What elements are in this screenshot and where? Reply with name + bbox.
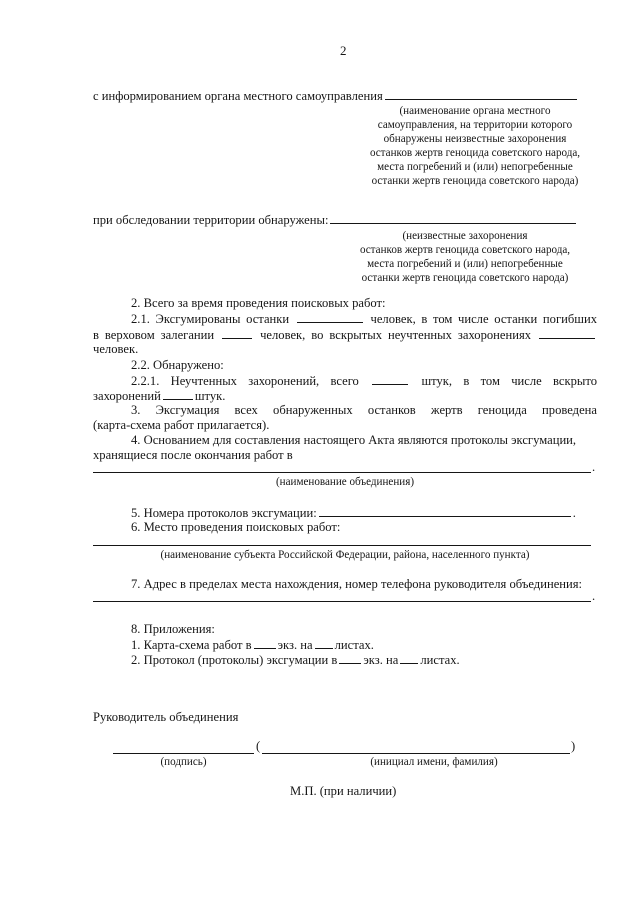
intro-blank[interactable] — [385, 88, 577, 100]
item-8-heading: 8. Приложения: — [131, 622, 215, 636]
item-8-b: 2. Протокол (протоколы) эксгумации в экз. на листах. — [131, 653, 460, 667]
survey-blank[interactable] — [330, 212, 576, 224]
item-3-line2: (карта-схема работ прилагается). — [93, 418, 270, 432]
item-3-line1: 3. Эксгумация всех обнаруженных останков жертв геноцида проведена — [131, 403, 597, 417]
intro-text: с информированием органа местного самоуправления — [93, 89, 383, 103]
survey-caption-line: останков жертв геноцида советского народа, — [359, 244, 571, 256]
intro-caption-line: (наименование органа местного — [399, 105, 551, 117]
protocol-copies-blank[interactable] — [339, 652, 361, 664]
survey-line — [93, 212, 578, 228]
item-5-line: 5. Номера протоколов эксгумации: . — [131, 506, 576, 520]
item-2-1-line3: человек. — [93, 342, 139, 356]
name-caption: (инициал имени, фамилия) — [370, 756, 498, 768]
stamp-note: М.П. (при наличии) — [290, 784, 397, 798]
item-8-a: 1. Карта-схема работ в экз. на листах. — [131, 638, 374, 652]
page-number: 2 — [340, 43, 347, 58]
intro-line — [93, 88, 579, 104]
intro-caption-line: самоуправления, на территории которого — [377, 119, 573, 131]
item-7-dot: . — [592, 589, 596, 603]
item-2-2-1-line2: захоронений штук. — [93, 389, 226, 403]
item-4-line1: 4. Основанием для составления настоящего Акта являются протоколы эксгумации, — [131, 433, 577, 447]
item-4-line2: хранящиеся после окончания работ в — [93, 448, 293, 462]
item-4-caption: (наименование объединения) — [275, 476, 415, 488]
item-2-1-line1: 2.1. Эксгумированы останки человек, в том числе останки погибших — [131, 312, 597, 326]
map-copies-blank[interactable] — [254, 637, 276, 649]
item-4-dot: . — [592, 460, 596, 474]
signature-title: Руководитель объединения — [93, 710, 239, 724]
survey-caption-line: места погребений и (или) непогребенные — [367, 258, 563, 270]
item-6-line: 6. Место проведения поисковых работ: — [131, 520, 341, 534]
signature-close-paren: ) — [571, 739, 576, 753]
intro-caption-line: обнаружены неизвестные захоронения — [383, 133, 567, 145]
signature-open-paren: ( — [256, 739, 261, 753]
item-2-2: 2.2. Обнаружено: — [131, 358, 224, 372]
item-2-2-1-line1: 2.2.1. Неучтенных захоронений, всего штук, в том числе вскрыто — [131, 374, 598, 388]
intro-caption-line: останков жертв геноцида советского народа, — [369, 147, 581, 159]
graves-count-blank[interactable] — [539, 327, 595, 339]
survey-caption-line: (неизвестные захоронения — [402, 230, 528, 242]
survey-text: при обследовании территории обнаружены: — [93, 213, 329, 227]
item-7-line: 7. Адрес в пределах места нахождения, номер телефона руководителя объединения: — [131, 577, 583, 591]
intro-caption-line: останки жертв геноцида советского народа) — [371, 175, 579, 187]
name-blank[interactable] — [262, 753, 570, 754]
item-4-blank[interactable] — [93, 472, 591, 473]
item-6-blank[interactable] — [93, 545, 591, 546]
map-sheets-blank[interactable] — [315, 637, 333, 649]
protocol-sheets-blank[interactable] — [400, 652, 418, 664]
signature-caption: (подпись) — [160, 756, 207, 768]
opened-graves-blank[interactable] — [163, 388, 193, 400]
survey-caption-line: останки жертв геноцида советского народа) — [361, 272, 569, 284]
intro-caption-line: места погребений и (или) непогребенные — [377, 161, 573, 173]
exhumed-count-blank[interactable] — [297, 311, 363, 323]
item-6-caption: (наименование субъекта Российской Федерации, района, населенного пункта) — [160, 549, 530, 561]
surface-count-blank[interactable] — [222, 327, 252, 339]
item-7-blank[interactable] — [93, 601, 591, 602]
unrecorded-graves-blank[interactable] — [372, 373, 408, 385]
section2-heading: 2. Всего за время проведения поисковых работ: — [131, 296, 386, 310]
item-2-1-line2: в верховом залегании человек, во вскрытых неучтенных захоронениях — [93, 327, 597, 343]
signature-blank[interactable] — [113, 753, 254, 754]
protocol-numbers-blank[interactable] — [319, 505, 571, 517]
